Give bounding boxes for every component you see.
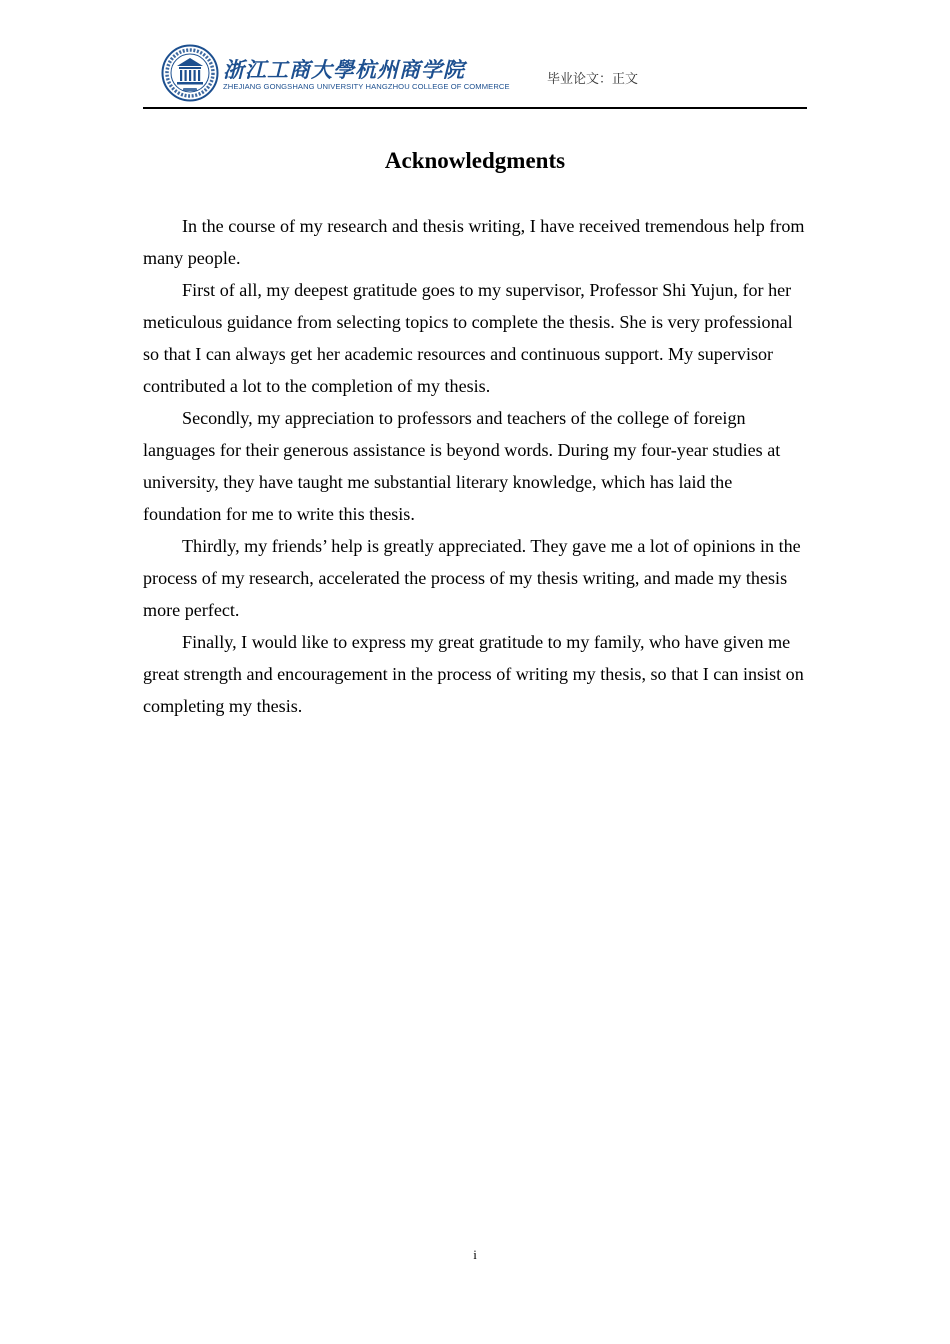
- university-name-chinese: 浙江工商大學杭州商学院: [223, 58, 465, 82]
- paragraph: Secondly, my appreciation to professors and teachers of the college of foreign languages for their generous assistance is beyond words. During my four-year studies at university, they have taught me substantial literary knowledge, which has laid the foundation for me to write this thesis.: [143, 408, 781, 524]
- university-seal-logo: [161, 44, 219, 102]
- page-header: [143, 40, 807, 110]
- university-wordmark: [223, 54, 510, 94]
- page-title: Acknowledgments: [384, 148, 566, 173]
- header-divider: [143, 107, 807, 109]
- paragraph: Finally, I would like to express my great gratitude to my family, who have given me great strength and encouragement in the process of writing my thesis, so that I can insist on completing my thesis.: [143, 632, 804, 716]
- acknowledgments-body: [143, 210, 807, 722]
- page-number: i: [473, 1247, 477, 1262]
- header-section-label: 毕业论文：正文: [547, 72, 639, 87]
- paragraph: Thirdly, my friends’ help is greatly appreciated. They gave me a lot of opinions in the process of my research, accelerated the process of my thesis writing, and made my thesis more perfect.: [143, 536, 801, 620]
- paragraph: First of all, my deepest gratitude goes to my supervisor, Professor Shi Yujun, for her meticulous guidance from selecting topics to complete the thesis. She is very professional so that I can always get her academic resources and continuous support. My supervisor contributed a lot to the completion of my thesis.: [143, 280, 793, 396]
- paragraph: In the course of my research and thesis writing, I have received tremendous help from many people.: [143, 216, 805, 268]
- university-name-english: ZHEJIANG GONGSHANG UNIVERSITY HANGZHOU COLLEGE OF COMMERCE: [223, 82, 510, 91]
